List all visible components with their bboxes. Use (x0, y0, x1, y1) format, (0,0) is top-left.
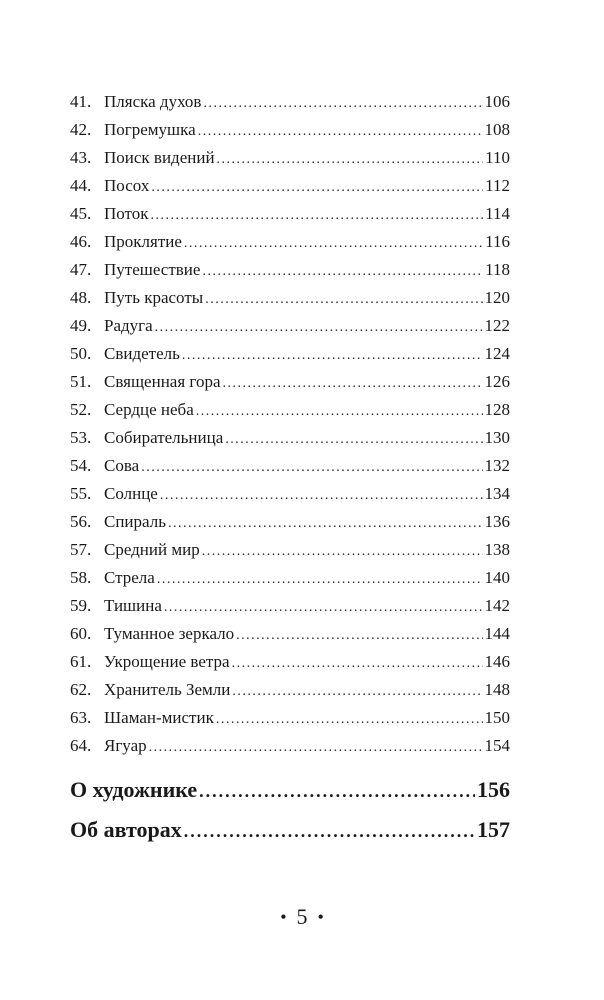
toc-entry-title: Путь красоты (104, 288, 204, 307)
dot-leader (223, 370, 483, 398)
dot-leader (155, 314, 483, 342)
toc-entry-title: Свидетель (104, 344, 180, 363)
dot-leader (225, 426, 482, 454)
dot-leader (149, 734, 483, 762)
dot-leader (202, 258, 483, 286)
dot-leader (196, 398, 483, 426)
toc-entry-page: 114 (485, 204, 510, 223)
toc-entry-title: Спираль (104, 512, 166, 531)
toc-entry-number: 60. (70, 624, 92, 643)
toc-entry-number: 45. (70, 204, 92, 223)
toc-entry-number: 57. (70, 540, 92, 559)
toc-entry-number: 61. (70, 652, 92, 671)
toc-entry[interactable] (70, 284, 510, 312)
dot-leader (151, 202, 484, 230)
toc-entry[interactable] (70, 340, 510, 368)
toc-entry-number: 53. (70, 428, 92, 447)
dot-leader (202, 538, 483, 566)
toc-entry[interactable] (70, 508, 510, 536)
dot-leader (141, 454, 482, 482)
toc-entry-title: Средний мир (104, 540, 200, 559)
toc-entry[interactable] (70, 144, 510, 172)
toc-entry[interactable] (70, 648, 510, 676)
toc-entry-title: Поиск видений (104, 148, 215, 167)
toc-entry[interactable] (70, 88, 510, 116)
toc-entry-number: 58. (70, 568, 92, 587)
dot-leader (217, 146, 484, 174)
dot-leader (157, 566, 483, 594)
toc-entry-number: 55. (70, 484, 92, 503)
toc-entry-page: 148 (484, 680, 510, 699)
toc-entry-title: Солнце (104, 484, 158, 503)
toc-section-page: 156 (477, 777, 510, 802)
toc-entry-title: Тишина (104, 596, 162, 615)
toc-entry-page: 142 (484, 596, 510, 615)
dot-leader (232, 678, 482, 706)
toc-entry-title: Радуга (104, 316, 153, 335)
dot-leader (184, 230, 483, 258)
toc-entry-page: 126 (484, 372, 510, 391)
toc-entry-title: Проклятие (104, 232, 182, 251)
toc-entry-title: Ягуар (104, 736, 147, 755)
toc-entry-number: 47. (70, 260, 92, 279)
toc-entry[interactable] (70, 116, 510, 144)
toc-entry-page: 130 (484, 428, 510, 447)
toc-entry[interactable] (70, 396, 510, 424)
toc-entry-page: 154 (484, 736, 510, 755)
toc-entry-title: Шаман-мистик (104, 708, 214, 727)
toc-entry[interactable] (70, 200, 510, 228)
toc-entry-number: 59. (70, 596, 92, 615)
toc-entry-title: Сова (104, 456, 140, 475)
toc-entry-page: 146 (484, 652, 510, 671)
toc-entry-page: 138 (484, 540, 510, 559)
toc-entry-title: Сердце неба (104, 400, 194, 419)
toc-entry[interactable] (70, 368, 510, 396)
toc-entry-page: 118 (485, 260, 510, 279)
toc-entry-page: 136 (484, 512, 510, 531)
toc-entry-title: Хранитель Земли (104, 680, 231, 699)
toc-entry-number: 52. (70, 400, 92, 419)
toc-entry-page: 140 (484, 568, 510, 587)
toc-section-about-authors[interactable] (70, 812, 510, 848)
bullet-icon: • (317, 906, 324, 927)
toc-entry-title: Собирательница (104, 428, 224, 447)
toc-entry-title: Пляска духов (104, 92, 202, 111)
toc-entry-title: Поток (104, 204, 149, 223)
toc-entry-title: Священная гора (104, 372, 221, 391)
toc-entry-number: 64. (70, 736, 92, 755)
toc-entry-page: 132 (484, 456, 510, 475)
toc-entry-page: 150 (484, 708, 510, 727)
toc-entry[interactable] (70, 256, 510, 284)
toc-entry-title: Укрощение ветра (104, 652, 230, 671)
toc-section-page: 157 (477, 817, 510, 842)
toc-section-title: Об авторах (70, 817, 182, 842)
toc-entry-page: 134 (484, 484, 510, 503)
toc-entry-title: Путешествие (104, 260, 201, 279)
dot-leader (199, 773, 475, 809)
toc-entry-page: 108 (484, 120, 510, 139)
toc-entry-page: 124 (484, 344, 510, 363)
toc-entry-page: 144 (484, 624, 510, 643)
toc-entry-number: 50. (70, 344, 92, 363)
dot-leader (164, 594, 483, 622)
toc-entry-page: 110 (485, 148, 510, 167)
toc-entry[interactable] (70, 536, 510, 564)
dot-leader (205, 286, 482, 314)
toc-entry-page: 128 (484, 400, 510, 419)
dot-leader (236, 622, 482, 650)
bullet-icon: • (280, 906, 287, 927)
toc-entries (70, 88, 510, 760)
table-of-contents (70, 88, 510, 848)
toc-entry-number: 51. (70, 372, 92, 391)
toc-entry-number: 48. (70, 288, 92, 307)
toc-entry[interactable] (70, 228, 510, 256)
toc-entry-number: 44. (70, 176, 92, 195)
toc-entry-title: Туманное зеркало (104, 624, 235, 643)
toc-entry[interactable] (70, 312, 510, 340)
toc-entry[interactable] (70, 564, 510, 592)
toc-section-title: О художнике (70, 777, 198, 802)
toc-entry-page: 112 (485, 176, 510, 195)
dot-leader (232, 650, 483, 678)
toc-entry-number: 41. (70, 92, 92, 111)
toc-entry-page: 120 (484, 288, 510, 307)
dot-leader (216, 706, 483, 734)
toc-entry[interactable] (70, 620, 510, 648)
toc-entry[interactable] (70, 452, 510, 480)
toc-entry[interactable] (70, 704, 510, 732)
toc-entry-number: 43. (70, 148, 92, 167)
toc-entry-number: 56. (70, 512, 92, 531)
toc-entry[interactable] (70, 592, 510, 620)
toc-entry-number: 42. (70, 120, 92, 139)
toc-entry-title: Стрела (104, 568, 155, 587)
toc-entry-number: 46. (70, 232, 92, 251)
dot-leader (160, 482, 483, 510)
toc-entry-number: 49. (70, 316, 92, 335)
toc-entry[interactable] (70, 172, 510, 200)
dot-leader (168, 510, 483, 538)
dot-leader (184, 813, 475, 849)
toc-entry-page: 106 (484, 92, 510, 111)
dot-leader (151, 174, 483, 202)
toc-entry-number: 63. (70, 708, 92, 727)
toc-entry-page: 122 (484, 316, 510, 335)
toc-entry[interactable] (70, 732, 510, 760)
toc-entry-page: 116 (485, 232, 510, 251)
toc-entry-title: Посох (104, 176, 150, 195)
toc-entry-number: 54. (70, 456, 92, 475)
toc-entry[interactable] (70, 424, 510, 452)
page-number: 5 (296, 904, 308, 929)
toc-entry[interactable] (70, 676, 510, 704)
dot-leader (182, 342, 483, 370)
page-footer (0, 904, 604, 930)
dot-leader (198, 118, 483, 146)
toc-entry[interactable] (70, 480, 510, 508)
toc-entry-number: 62. (70, 680, 92, 699)
dot-leader (203, 90, 482, 118)
toc-section-about-artist[interactable] (70, 772, 510, 808)
toc-entry-title: Погремушка (104, 120, 196, 139)
